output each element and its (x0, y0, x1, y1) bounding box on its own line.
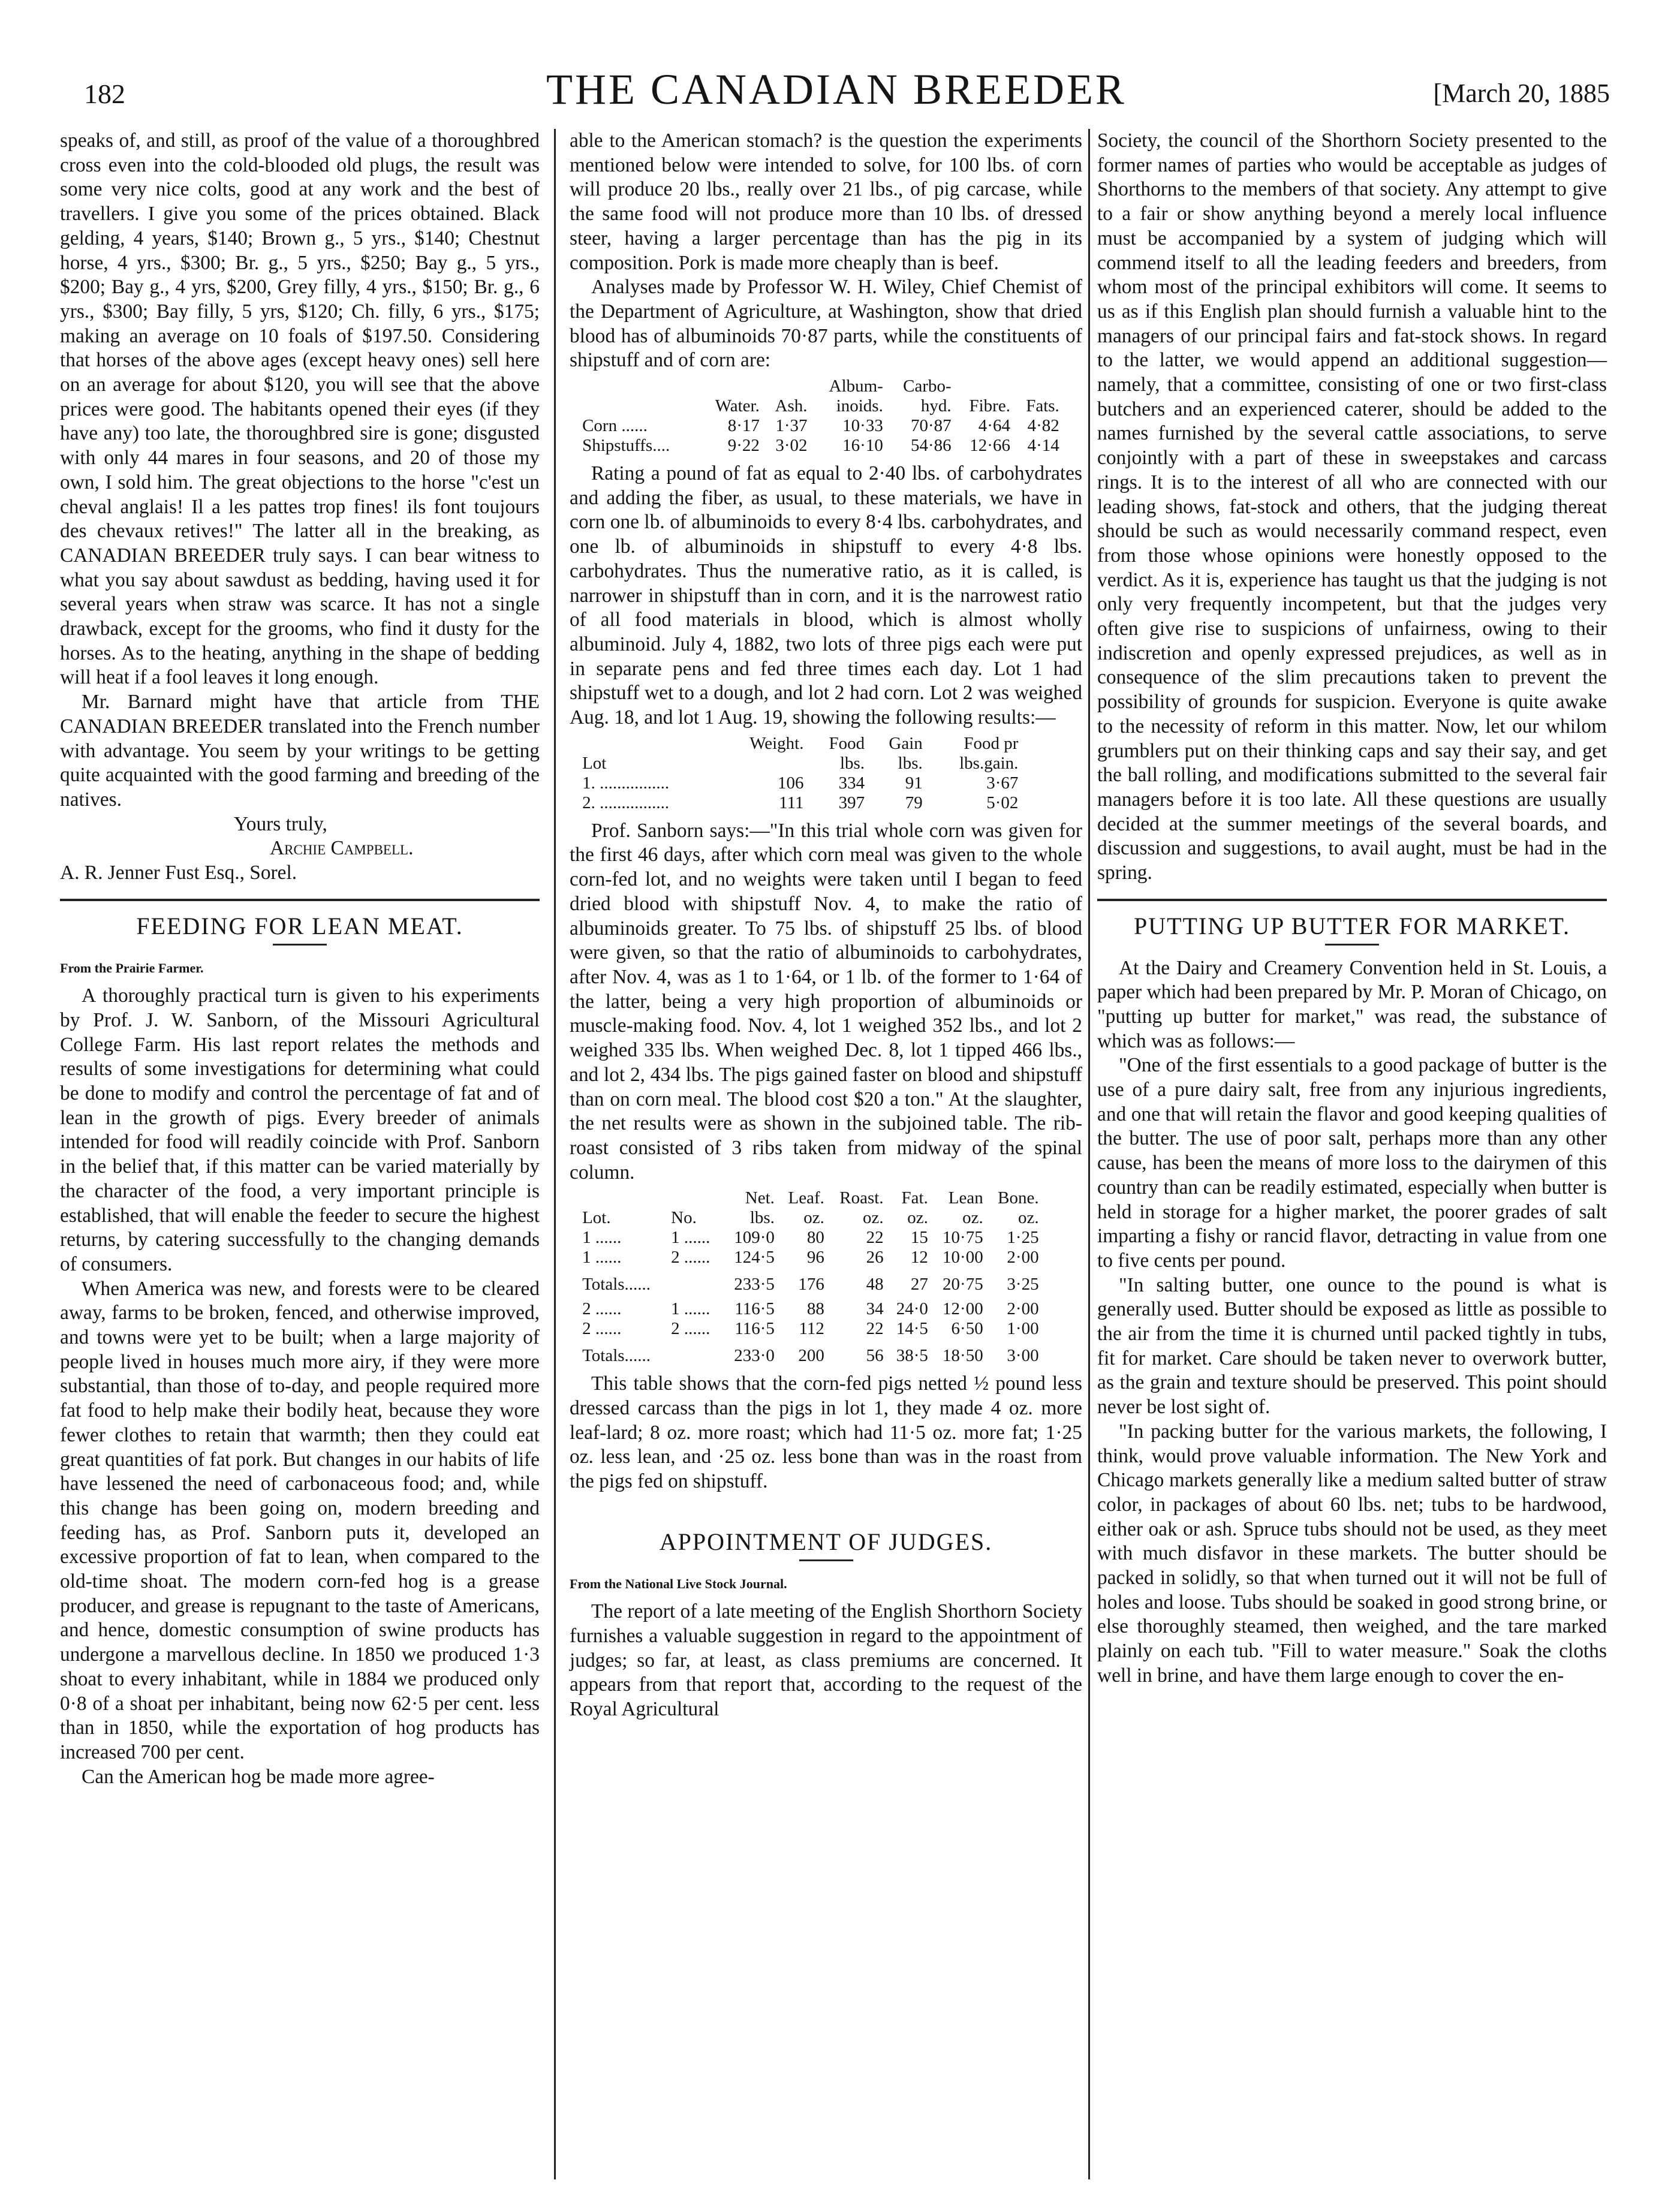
table-cell: 109·0 (734, 1228, 775, 1248)
table-header-cell (699, 377, 762, 396)
table-cell: Corn ...... (582, 416, 648, 436)
analysis-table (580, 377, 1062, 456)
table-cell: 38·5 (896, 1346, 928, 1366)
table-header-cell: Lean (948, 1188, 983, 1208)
table-cell: 4·82 (1027, 416, 1059, 436)
table-cell: 20·75 (943, 1275, 983, 1294)
table-cell: 10·75 (943, 1228, 983, 1248)
table-cell: 112 (799, 1319, 824, 1339)
letter-paragraph: speaks of, and still, as proof of the value of a thoroughbred cross even into the cold-blooded old plugs, the result was some very nice colts, good at any work and the best of travellers. I give you some of the prices obtained. Black gelding, 4 years, $140; Brown g., 5 yrs., $140; Chestnut horse, 4 yrs., $300; Br. g., 5 yrs., $250; Bay g., 5 yrs., $200; Bay g., 4 yrs, $200, Grey filly, 4 yrs., $150; Br. g., 6 yrs., $300; Bay filly, 5 yrs, $120; Ch. filly, 6 yrs., $175; making an average on 10 foals of $197.50. Considering that horses of the above ages (except heavy ones) sell here on an average for about $120, you will see that the above prices were good. The habitants opened their eyes (if they have any) too late, the thoroughbred sire is gone; disgusted with only 44 mares in four seasons, and 20 of those my own, I sold him. The great objections to the horse "c'est un cheval anglais! Il a les pattes trop fines! ils font toujours des chevaux retives!" The latter all in the breaking, as CANADIAN BREEDER truly says. I can bear witness to what you say about sawdust as bedding, having used it for several years when straw was scarce. It has not a single drawback, except for the grooms, who find it dusty for the horses. As to the heating, anything in the shape of bedding will heat if a fool leaves it long enough. (60, 130, 540, 689)
article-paragraph: "In salting butter, one ounce to the pound is what is generally used. Butter should be exposed as little as possible to the air from the time it is churned until packed tightly in tubs, fit for market. Care should be taken never to overwork butter, as the grain and texture should be preserved. This point should never be lost sight of. (1097, 1273, 1607, 1419)
table-header-cell: Bone. (998, 1188, 1039, 1208)
article-paragraph: A thoroughly practical turn is given to his experiments by Prof. J. W. Sanborn, of the Missouri Agricultural College Farm. His last report relates the methods and results of some investigations for determining what could be done to modify and control the percentage of fat and of lean in the growth of pigs. Every breeder of animals intended for food will readily coincide with Prof. Sanborn in the belief that, if this matter can be varied materially by the character of the food, a very important principle is established, that will enable the feeder to secure the highest returns, by catering successfully to the changing demands of consumers. (60, 984, 540, 1275)
heading-rule (799, 1559, 853, 1561)
heading-rule (1325, 944, 1379, 946)
table-cell: 2 ...... (671, 1319, 710, 1339)
table-header-cell: Leaf. (788, 1188, 824, 1208)
article-paragraph: Rating a pound of fat as equal to 2·40 lbs. of carbohydrates and adding the fiber, as usual, to these materials, we have in corn one lb. of albuminoids to every 8·4 lbs. carbohydrates, and one lb. of albuminoids in shipstuff to every 4·8 lbs. carbohydrates. Thus the numerative ratio, as it is called, is narrower in shipstuff than in corn, and it is the narrowest ratio of all food materials in blood, which is almost wholly albuminoid. July 4, 1882, two lots of three pigs each were put in separate pens and fed three times each day. Lot 1 had shipstuff wet to a dough, and lot 2 had corn. Lot 2 was weighed Aug. 18, and lot 1 Aug. 19, showing the following results:— (570, 462, 1082, 729)
table-cell: 3·67 (986, 773, 1019, 793)
table-header-cell: oz. (1017, 1208, 1039, 1228)
table-cell: 12 (910, 1248, 928, 1267)
table-cell: Totals...... (582, 1346, 651, 1366)
article-paragraph: Prof. Sanborn says:—"In this trial whole corn was given for the first 46 days, after which corn meal was given to the whole corn-fed lot, and no weights were taken until I began to feed dried blood with shipstuff Nov. 4, to make the ratio of albuminoids greater. To 75 lbs. of shipstuff 25 lbs. of blood were given, so that the ratio of albuminoids to carbohydrates, after Nov. 4, was as 1 to 1·64, or 1 lb. of the former to 1·64 of the latter, being a very high proportion of albuminoids or muscle-making food. Nov. 4, lot 1 weighed 352 lbs., and lot 2 weighed 335 lbs. When weighed Dec. 8, lot 1 tipped 466 lbs., and lot 2, 434 lbs. The pigs gained faster on blood and shipstuff than on corn meal. The blood cost $20 a ton." At the slaughter, the net results were as shown in the subjoined table. The rib-roast consisted of 3 ribs taken from midway of the spinal column. (570, 819, 1082, 1184)
table-row (580, 1228, 1041, 1248)
table-cell: 116·5 (734, 1319, 775, 1339)
table-header-cell: Album- (829, 377, 883, 396)
article-paragraph: "In packing butter for the various markets, the following, I think, would prove valuable information. The New York and Chicago markets generally like a medium salted butter of straw color, in packages of about 60 lbs. net; tubs to be hardwood, either oak or ash. Spruce tubs should not be used, as they meet with much disfavor in these markets. The butter should be packed in solidly, so that when turned out it will not be full of holes and loose. Tubs should be soaked in good strong brine, or else thoroughly steamed, then weighed, and the tare marked plainly on each tub. "Fill to water measure." Soak the cloths well in brine, and have them large enough to cover the en- (1097, 1420, 1607, 1687)
table-cell: 79 (905, 793, 923, 812)
table-cell: 14·5 (896, 1319, 928, 1339)
table-cell: 27 (910, 1275, 928, 1294)
letter-paragraph: Mr. Barnard might have that article from THE CANADIAN BREEDER translated into the French number with advantage. You seem by your writings to be getting quite acquainted with the good farming and breeding of the natives. (60, 691, 540, 811)
table-cell (669, 1339, 722, 1366)
table-header-cell: Net. (745, 1188, 775, 1208)
table-cell: 18·50 (943, 1346, 983, 1366)
table-header-cell: Fibre. (969, 396, 1010, 416)
table-cell: 233·0 (734, 1346, 775, 1366)
issue-date: [March 20, 1885 (1433, 79, 1610, 108)
table-cell: 9·22 (727, 436, 760, 456)
table-cell: 22 (866, 1228, 884, 1248)
column-left (60, 129, 540, 1789)
article-heading: PUTTING UP BUTTER FOR MARKET. (1133, 912, 1571, 940)
table-cell: Shipstuffs.... (582, 436, 670, 456)
table-header-cell: Ash. (775, 396, 808, 416)
article-paragraph: Analyses made by Professor W. H. Wiley, Chief Chemist of the Department of Agriculture, at Washington, show that dried blood has of albuminoids 70·87 parts, while the constituents of shipstuff and of corn are: (570, 276, 1082, 372)
table-cell: 233·5 (734, 1275, 775, 1294)
table-header-cell: hyd. (920, 396, 952, 416)
table-cell: 80 (806, 1228, 824, 1248)
article-paragraph: At the Dairy and Creamery Convention held in St. Louis, a paper which had been prepared by Mr. P. Moran of Chicago, on "putting up butter for market," was read, the substance of which was as follows:— (1097, 956, 1607, 1052)
table-cell: 2·00 (1007, 1248, 1039, 1267)
table-cell: 1 ...... (582, 1248, 622, 1267)
table-header-cell: Gain (889, 733, 923, 753)
table-header-cell (1013, 377, 1062, 396)
table-row (580, 1248, 1041, 1267)
table-header-cell: inoids. (836, 396, 883, 416)
table-header-cell: lbs. (898, 753, 923, 773)
column-right (1097, 129, 1607, 1688)
table-cell: 334 (838, 773, 865, 793)
table-header-cell: Carbo- (903, 377, 952, 396)
letter-signature: Archie Campbell. (270, 837, 414, 860)
table-header-cell: oz. (907, 1208, 928, 1228)
table-row (580, 773, 1020, 793)
table-header-cell: lbs. (749, 1208, 775, 1228)
table-cell: 22 (866, 1319, 884, 1339)
table-cell: 96 (806, 1248, 824, 1267)
article-paragraph: The report of a late meeting of the English Shorthorn Society furnishes a valuable suggestion in regard to the appointment of judges; so far, at least, as class premiums are concerned. It appears from that report that, according to the request of the Royal Agricultural (570, 1600, 1082, 1721)
table-header-cell: lbs.gain. (959, 753, 1019, 773)
table-header-cell: oz. (803, 1208, 824, 1228)
table-cell: 8·17 (727, 416, 760, 436)
table-cell: 6·50 (951, 1319, 983, 1339)
table-cell: 200 (798, 1346, 824, 1366)
section-rule (60, 899, 540, 901)
article-paragraph: This table shows that the corn-fed pigs netted ½ pound less dressed carcass than the pigs in lot 1, they made 4 oz. more leaf-lard; 8 oz. more roast; which had 11·5 oz. more fat; 1·25 oz. less lean, and ·25 oz. less bone than was in the roast from the pigs fed on shipstuff. (570, 1372, 1082, 1493)
table-header-cell: Water. (715, 396, 760, 416)
table-cell: 1·00 (1007, 1319, 1039, 1339)
table-cell: 3·25 (1007, 1275, 1039, 1294)
table-cell: 2 ...... (671, 1248, 710, 1267)
section-rule (1097, 899, 1607, 901)
table-cell: 12·00 (943, 1299, 983, 1319)
table-cell: 24·0 (896, 1299, 928, 1319)
table-cell: 26 (866, 1248, 884, 1267)
article-source: From the National Live Stock Journal. (570, 1576, 787, 1591)
table-cell: 1 ...... (671, 1299, 710, 1319)
table-header-cell: Food (829, 733, 865, 753)
table-cell: 15 (910, 1228, 928, 1248)
table-header-cell (669, 1188, 722, 1208)
table-cell: 1·37 (775, 416, 808, 436)
table-header-cell (762, 377, 810, 396)
article-paragraph: Society, the council of the Shorthorn Society presented to the former names of parties who would be acceptable as judges of Shorthorns to the members of that society. Any attempt to give to a fair or show anything beyond a merely local influence must be accompanied by a system of judging which will commend itself to all the leading feeders and breeders, from whom most of the principal exhibitors will come. It seems to us as if this English plan should furnish a valuable hint to the managers of our principal fairs and fat-stock shows. In regard to the latter, we would append an additional suggestion—namely, that a committee, consisting of one or two first-class butchers and an experienced caterer, should be added to the names furnished by the several cattle associations, to serve conjointly with a part of these in sweepstakes and carcass rings. It is to the interest of all who are connected with our leading shows, fat-stock and others, that the judging thereat should be such as would necessarily command respect, even from those whose opinions were honestly opposed to the verdict. As it is, experience has taught us that the judging is not only very frequently incompetent, but that the judges very often give rise to suspicions of unfairness, owing to their indiscretion and openly expressed prejudices, as well as in consequence of the slim precautions taken to prevent the possibility of grounds for suspicion. Everyone is quite awake to the necessity of reform in this matter. Now, let our whilom grumblers put on their thinking caps and say their say, and get the ball rolling, and modifications submitted to the several fair managers before it is too late. All these questions are usually decided at the summer meetings of the several boards, and discussion and suggestions, to avail aught, must be had in the spring. (1097, 130, 1607, 884)
table-cell: 176 (798, 1275, 824, 1294)
table-row (580, 1339, 1041, 1366)
table-header-cell: Food pr (964, 733, 1019, 753)
table-cell (669, 1267, 722, 1299)
table-row (580, 793, 1020, 813)
table-header-cell: Fats. (1026, 396, 1059, 416)
table-cell: 12·66 (970, 436, 1010, 456)
table-header-cell: oz. (862, 1208, 884, 1228)
table-cell: Totals...... (582, 1275, 651, 1294)
article-paragraph: When America was new, and forests were to be cleared away, farms to be broken, fenced, and otherwise improved, and towns were yet to be built; when a large majority of people lived in houses much more airy, if they were more substantial, than those of to-day, and people required more fat food to help make their bodily heat, because they wore fewer clothes to retain that warmth; then they could eat great quantities of fat pork. But changes in our habits of life have lessened the need of carbonaceous food; and, while this change has been going on, modern breeding and feeding has, as Prof. Sanborn puts it, developed an excessive proportion of fat to lean, when compared to the old-time shoat. The modern corn-fed hog is a grease producer, and grease is repugnant to the taste of Americans, and hence, domestic consumption of swine products has undergone a marvellous decline. In 1850 we produced 1·3 shoat to every inhabitant, while in 1884 we produced only 0·8 of a shoat per inhabitant, being now 62·5 per cent. less than in 1850, while the exportation of hog products has increased 700 per cent. (60, 1277, 540, 1763)
table-header-cell: Fat. (901, 1188, 928, 1208)
weight-table (580, 734, 1020, 813)
article-heading: APPOINTMENT OF JUDGES. (659, 1528, 993, 1555)
table-cell: 34 (866, 1299, 884, 1319)
letter-recipient: A. R. Jenner Fust Esq., Sorel. (60, 862, 297, 884)
slaughter-table (580, 1188, 1041, 1366)
table-header-cell (580, 1188, 669, 1208)
table-cell: 70·87 (910, 416, 952, 436)
table-cell: 4·14 (1027, 436, 1059, 456)
heading-rule (273, 944, 327, 946)
table-cell: 116·5 (734, 1299, 775, 1319)
table-cell: 4·64 (978, 416, 1010, 436)
article-paragraph: able to the American stomach? is the question the experiments mentioned below were intended to solve, for 100 lbs. of corn will produce 20 lbs., really over 21 lbs., of pig carcase, while the same food will not produce more than 10 lbs. of dressed steer, having a larger percentage than has the pig in its composition. Pork is made more cheaply than is beef. (570, 130, 1082, 274)
article-heading: FEEDING FOR LEAN MEAT. (136, 912, 463, 940)
table-row (580, 416, 1062, 436)
column-middle (570, 129, 1082, 1722)
table-cell: 3·02 (775, 436, 808, 456)
table-cell: 124·5 (734, 1248, 775, 1267)
table-header-cell (954, 377, 1013, 396)
table-cell: 56 (866, 1346, 884, 1366)
article-paragraph: "One of the first essentials to a good package of butter is the use of a pure dairy salt, free from any injurious ingredients, and one that will retain the flavor and good keeping qualities of the butter. The use of poor salt, perhaps more than any other cause, has been the means of more loss to the dairymen of this country than can be readily estimated, especially when butter is held in storage for a higher market, the poorer grades of salt imparting a fishy or rancid flavor, detracting in value from one to five cents per pound. (1097, 1054, 1607, 1272)
table-cell: 397 (838, 793, 865, 812)
page-number: 182 (84, 79, 125, 109)
table-cell: 5·02 (986, 793, 1019, 812)
table-header-cell: oz. (962, 1208, 983, 1228)
table-cell: 10·00 (943, 1248, 983, 1267)
table-cell: 48 (866, 1275, 884, 1294)
table-row (580, 1299, 1041, 1319)
table-header-cell: lbs. (839, 753, 865, 773)
table-header-cell (580, 377, 699, 396)
table-header-cell: Weight. (749, 733, 804, 753)
table-header-cell: Lot. (582, 1208, 611, 1228)
table-header-cell (718, 754, 806, 773)
table-cell: 2·00 (1007, 1299, 1039, 1319)
table-cell: 1 ...... (671, 1228, 710, 1248)
table-row (580, 436, 1062, 456)
page-header (57, 60, 1616, 114)
table-header-cell: No. (671, 1208, 697, 1228)
table-cell: 1·25 (1007, 1228, 1039, 1248)
table-row (580, 1319, 1041, 1339)
table-cell: 106 (778, 773, 804, 793)
table-cell: 16·10 (842, 436, 883, 456)
table-cell: 88 (806, 1299, 824, 1319)
letter-closing: Yours truly, (234, 812, 327, 835)
table-cell: 54·86 (910, 436, 952, 456)
table-header-cell: Lot (582, 753, 607, 773)
table-cell: 111 (779, 793, 804, 812)
table-cell: 1. ................ (582, 773, 670, 793)
table-cell: 1 ...... (582, 1228, 622, 1248)
column-divider (1088, 129, 1090, 2179)
table-row (580, 1267, 1041, 1299)
table-cell: 10·33 (842, 416, 883, 436)
table-cell: 2 ...... (582, 1299, 622, 1319)
table-header-cell (580, 734, 718, 754)
table-cell: 2. ................ (582, 793, 670, 812)
table-cell: 91 (905, 773, 923, 793)
table-header-cell: Roast. (839, 1188, 884, 1208)
column-divider (554, 129, 556, 2179)
article-source: From the Prairie Farmer. (60, 960, 204, 975)
table-cell: 2 ...... (582, 1319, 622, 1339)
masthead-title: THE CANADIAN BREEDER (546, 65, 1127, 113)
table-cell: 3·00 (1007, 1346, 1039, 1366)
article-paragraph: Can the American hog be made more agree- (82, 1765, 435, 1788)
table-header-cell (580, 396, 699, 416)
